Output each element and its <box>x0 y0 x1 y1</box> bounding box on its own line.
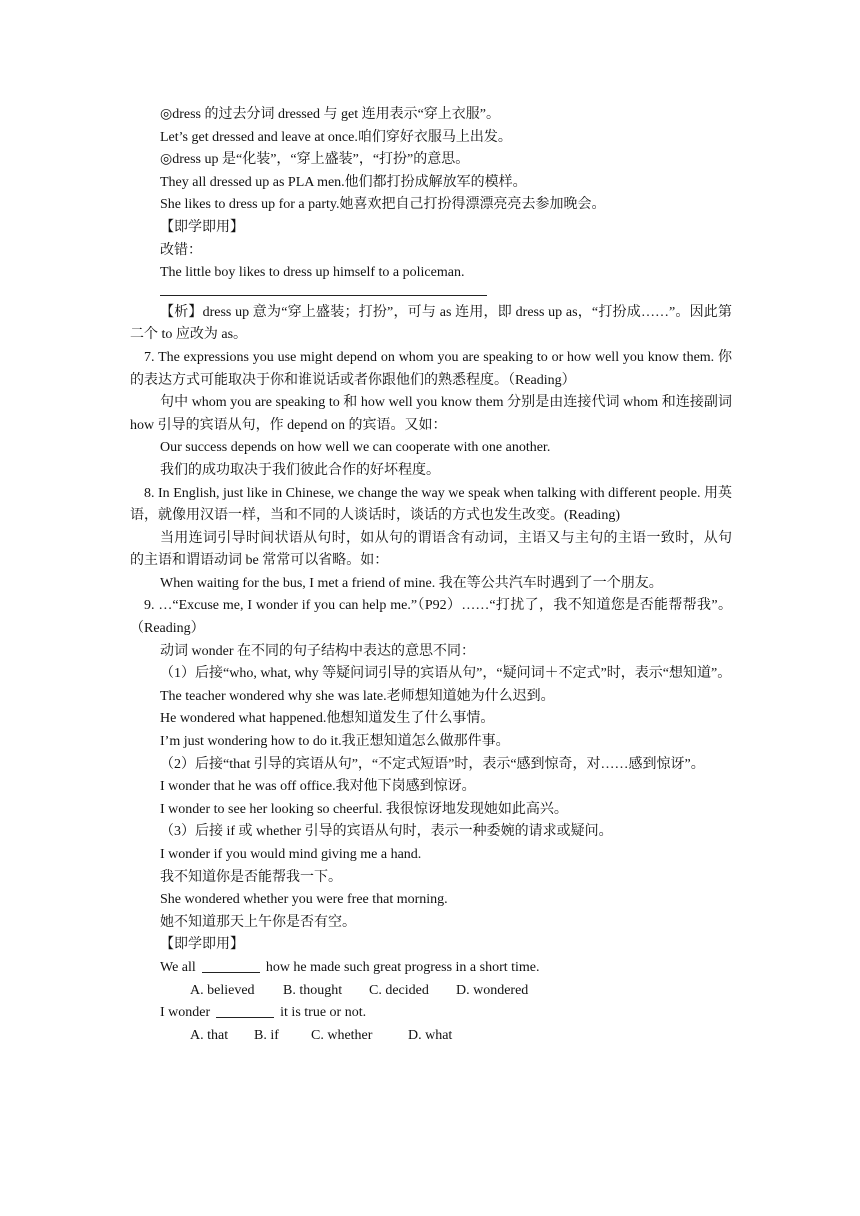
example-sentence: I wonder if you would mind giving me a hand. <box>160 847 422 862</box>
item-9-intro: 动词 wonder 在不同的句子结构中表达的意思不同： <box>160 643 475 659</box>
option-c: C. decided <box>369 982 429 998</box>
answer-blank <box>216 1005 274 1018</box>
option-d: D. what <box>408 1027 453 1043</box>
question-2-stem-end: it is true or not. <box>280 1005 367 1021</box>
example-translation: 她不知道那天上午你是否有空。 <box>160 914 356 930</box>
example-translation: 我们的成功取决于我们彼此合作的好坏程度。 <box>160 462 440 478</box>
question-1-stem-end: how he made such great progress in a short time. <box>265 959 540 975</box>
option-a: A. that <box>190 1027 229 1043</box>
item-9: 9. …“Excuse me, I wonder if you can help me.”（P92）……“打扰了，我不知道您是否能帮帮我”。（Reading） <box>130 598 732 637</box>
example-sentence: He wondered what happened.他想知道发生了什么事情。 <box>160 711 495 727</box>
question-2-stem-start: I wonder <box>160 1005 211 1021</box>
text-line: ◎dress up 是“化装”，“穿上盛装”，“打扮”的意思。 <box>160 152 470 168</box>
answer-blank <box>202 960 260 973</box>
item-7: 7. The expressions you use might depend on whom you are speaking to or how well you know them. 你的表达方式可能取决于你和谁说话或者你跟他们的熟悉程度。（Reading） <box>130 349 732 388</box>
usage-point-3: （3）后接 if 或 whether 引导的宾语从句时，表示一种委婉的请求或疑问。 <box>160 824 613 840</box>
text-line: She likes to dress up for a party.她喜欢把自己打扮得漂漂亮亮去参加晚会。 <box>160 197 606 213</box>
example-sentence: When waiting for the bus, I met a friend of mine. 我在等公共汽车时遇到了一个朋友。 <box>160 575 663 591</box>
question-1-stem-start: We all <box>160 959 196 975</box>
example-sentence: I’m just wondering how to do it.我正想知道怎么做那件事。 <box>160 734 510 750</box>
item-8: 8. In English, just like in Chinese, we change the way we speak when talking with different people. 用英语，就像用汉语一样，当和不同的人谈话时，谈话的方式也发生改变。(Reading) <box>130 485 732 524</box>
answer-blank-line <box>160 294 487 296</box>
item-8-note: 当用连词引导时间状语从句时，如从句的谓语含有动词，主语又与主句的主语一致时，从句的主语和谓语动词 be 常常可以省略。如： <box>130 530 732 569</box>
example-sentence: I wonder that he was off office.我对他下岗感到惊讶。 <box>160 779 476 795</box>
option-c: C. whether <box>311 1027 373 1043</box>
question-1-options <box>130 980 732 1003</box>
question-1 <box>130 957 732 980</box>
example-sentence: She wondered whether you were free that morning. <box>160 892 448 908</box>
text-line: ◎dress 的过去分词 dressed 与 get 连用表示“穿上衣服”。 <box>160 107 501 122</box>
usage-point-1: （1）后接“who, what, why 等疑问词引导的宾语从句”，“疑问词＋不定式”时，表示“想知道”。 <box>160 666 732 682</box>
text-line: They all dressed up as PLA men.他们都打扮成解放军的模样。 <box>160 174 527 190</box>
question-2 <box>130 1002 732 1025</box>
text-line: Let’s get dressed and leave at once.咱们穿好衣服马上出发。 <box>160 129 512 145</box>
example-sentence: The teacher wondered why she was late.老师想知道她为什么迟到。 <box>160 688 555 704</box>
section-heading: 【即学即用】 <box>160 219 244 235</box>
example-sentence: I wonder to see her looking so cheerful. 我很惊讶地发现她如此高兴。 <box>160 801 568 817</box>
option-a: A. believed <box>190 982 255 998</box>
example-sentence: Our success depends on how well we can cooperate with one another. <box>160 440 551 456</box>
document-body <box>130 104 732 1047</box>
usage-point-2: （2）后接“that 引导的宾语从句”，“不定式短语”时，表示“感到惊奇，对……感到惊讶”。 <box>160 756 705 772</box>
option-b: B. if <box>254 1027 279 1043</box>
item-7-note: 句中 whom you are speaking to 和 how well you know them 分别是由连接代词 whom 和连接副词 how 引导的宾语从句，作 depend on 的宾语。又如： <box>130 395 732 433</box>
text-line: 改错： <box>160 242 202 258</box>
option-d: D. wondered <box>456 982 529 998</box>
exercise-sentence: The little boy likes to dress up himself to a policeman. <box>160 265 465 281</box>
question-2-options <box>130 1025 732 1048</box>
analysis-paragraph: 【析】dress up 意为“穿上盛装；打扮”，可与 as 连用，即 dress up as，“打扮成……”。因此第二个 to 应改为 as。 <box>130 304 732 343</box>
example-translation: 我不知道你是否能帮我一下。 <box>160 869 342 885</box>
section-heading: 【即学即用】 <box>160 937 244 953</box>
option-b: B. thought <box>283 982 343 998</box>
